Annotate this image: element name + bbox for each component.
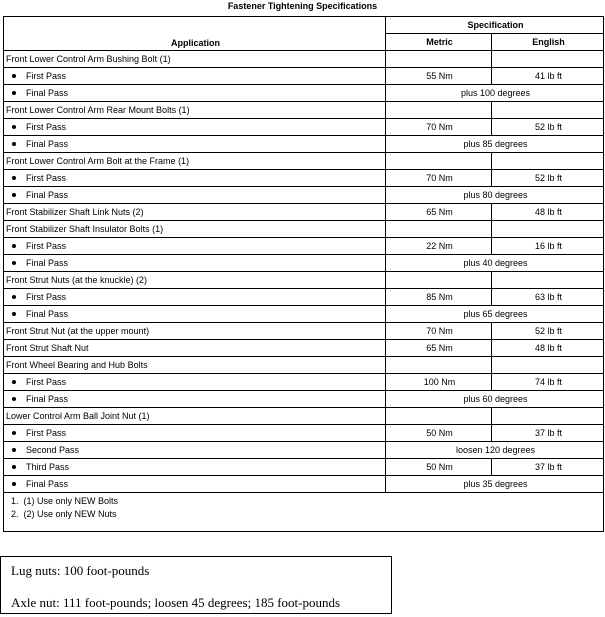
pass-cell [4, 255, 386, 272]
bullet-icon [12, 244, 16, 248]
pass-cell [4, 391, 386, 408]
metric-value [386, 102, 492, 119]
note-text: (2) Use only NEW Nuts [23, 509, 117, 519]
english-value: 48 lb ft [492, 204, 604, 221]
pass-label: First Pass [26, 70, 67, 81]
component-name: Front Stabilizer Shaft Insulator Bolts (1) [4, 221, 386, 238]
metric-value [386, 51, 492, 68]
component-row [4, 272, 604, 289]
lug-nuts-line: Lug nuts: 100 foot-pounds [11, 563, 150, 578]
pass-row [4, 119, 604, 136]
metric-value: 55 Nm [386, 68, 492, 85]
pass-row [4, 136, 604, 153]
torque-info-box [0, 556, 392, 614]
note-line [11, 508, 603, 521]
bullet-icon [12, 465, 16, 469]
english-value [492, 221, 604, 238]
pass-row [4, 289, 604, 306]
metric-value: 50 Nm [386, 459, 492, 476]
notes-cell [4, 493, 604, 532]
metric-value: 70 Nm [386, 170, 492, 187]
pass-label: First Pass [26, 291, 67, 302]
pass-label: Final Pass [26, 138, 69, 149]
english-value: 52 lb ft [492, 323, 604, 340]
pass-row [4, 306, 604, 323]
pass-row [4, 425, 604, 442]
notes-row [4, 493, 604, 532]
pass-cell [4, 442, 386, 459]
component-row [4, 221, 604, 238]
bullet-icon [12, 380, 16, 384]
pass-cell [4, 306, 386, 323]
pass-label: Final Pass [26, 87, 69, 98]
english-value: 63 lb ft [492, 289, 604, 306]
component-row [4, 51, 604, 68]
bullet-icon [12, 397, 16, 401]
metric-header: Metric [386, 34, 492, 51]
english-value: 37 lb ft [492, 459, 604, 476]
spec-value-merged: plus 80 degrees [386, 187, 604, 204]
metric-value: 50 Nm [386, 425, 492, 442]
pass-cell [4, 119, 386, 136]
note-line [11, 495, 603, 508]
pass-label: First Pass [26, 376, 67, 387]
pass-cell [4, 425, 386, 442]
english-value: 52 lb ft [492, 119, 604, 136]
pass-cell [4, 459, 386, 476]
metric-value [386, 357, 492, 374]
pass-cell [4, 170, 386, 187]
spec-value-merged: plus 35 degrees [386, 476, 604, 493]
english-value [492, 272, 604, 289]
note-number: 1. [11, 496, 19, 506]
component-row [4, 323, 604, 340]
component-name: Lower Control Arm Ball Joint Nut (1) [4, 408, 386, 425]
metric-value: 85 Nm [386, 289, 492, 306]
fastener-spec-table [3, 16, 604, 532]
pass-row [4, 476, 604, 493]
pass-row [4, 442, 604, 459]
bullet-icon [12, 261, 16, 265]
application-header: Application [4, 17, 386, 51]
english-header: English [492, 34, 604, 51]
metric-value: 70 Nm [386, 323, 492, 340]
pass-row [4, 255, 604, 272]
english-value: 52 lb ft [492, 170, 604, 187]
axle-nut-line: Axle nut: 111 foot-pounds; loosen 45 degrees; 185 foot-pounds [11, 595, 341, 610]
bullet-icon [12, 312, 16, 316]
pass-row [4, 85, 604, 102]
specification-header: Specification [386, 17, 604, 34]
spec-value-merged: plus 65 degrees [386, 306, 604, 323]
component-row [4, 408, 604, 425]
pass-label: Final Pass [26, 189, 69, 200]
bullet-icon [12, 193, 16, 197]
spec-table-body [4, 51, 604, 493]
pass-row [4, 459, 604, 476]
component-row [4, 153, 604, 170]
metric-value: 65 Nm [386, 204, 492, 221]
metric-value [386, 153, 492, 170]
bullet-icon [12, 295, 16, 299]
pass-cell [4, 68, 386, 85]
component-row [4, 102, 604, 119]
pass-cell [4, 374, 386, 391]
english-value: 74 lb ft [492, 374, 604, 391]
pass-label: First Pass [26, 121, 67, 132]
english-value [492, 51, 604, 68]
pass-label: First Pass [26, 172, 67, 183]
pass-row [4, 238, 604, 255]
pass-label: Third Pass [26, 461, 70, 472]
component-row [4, 340, 604, 357]
pass-label: Final Pass [26, 257, 69, 268]
bullet-icon [12, 176, 16, 180]
spec-value-merged: loosen 120 degrees [386, 442, 604, 459]
pass-cell [4, 136, 386, 153]
english-value: 16 lb ft [492, 238, 604, 255]
bullet-icon [12, 91, 16, 95]
pass-label: Final Pass [26, 308, 69, 319]
bullet-icon [12, 482, 16, 486]
metric-value [386, 272, 492, 289]
pass-label: Final Pass [26, 478, 69, 489]
pass-row [4, 374, 604, 391]
spec-value-merged: plus 100 degrees [386, 85, 604, 102]
metric-value: 70 Nm [386, 119, 492, 136]
english-value: 37 lb ft [492, 425, 604, 442]
pass-label: Final Pass [26, 393, 69, 404]
note-text: (1) Use only NEW Bolts [23, 496, 119, 506]
bullet-icon [12, 142, 16, 146]
pass-row [4, 170, 604, 187]
bullet-icon [12, 74, 16, 78]
header-row-top [4, 17, 604, 34]
english-value [492, 102, 604, 119]
pass-cell [4, 187, 386, 204]
spec-value-merged: plus 60 degrees [386, 391, 604, 408]
component-name: Front Strut Nuts (at the knuckle) (2) [4, 272, 386, 289]
component-name: Front Stabilizer Shaft Link Nuts (2) [4, 204, 386, 221]
metric-value [386, 408, 492, 425]
spec-value-merged: plus 40 degrees [386, 255, 604, 272]
pass-label: First Pass [26, 240, 67, 251]
english-value [492, 408, 604, 425]
spec-value-merged: plus 85 degrees [386, 136, 604, 153]
component-name: Front Strut Nut (at the upper mount) [4, 323, 386, 340]
metric-value [386, 221, 492, 238]
pass-label: First Pass [26, 427, 67, 438]
metric-value: 100 Nm [386, 374, 492, 391]
component-name: Front Lower Control Arm Bushing Bolt (1) [4, 51, 386, 68]
document-title: Fastener Tightening Specifications [227, 1, 378, 11]
english-value [492, 357, 604, 374]
pass-label: Second Pass [26, 444, 80, 455]
component-name: Front Strut Shaft Nut [4, 340, 386, 357]
metric-value: 65 Nm [386, 340, 492, 357]
pass-cell [4, 289, 386, 306]
pass-row [4, 68, 604, 85]
pass-row [4, 391, 604, 408]
bullet-icon [12, 125, 16, 129]
component-row [4, 357, 604, 374]
pass-cell [4, 476, 386, 493]
pass-cell [4, 85, 386, 102]
note-number: 2. [11, 509, 19, 519]
component-row [4, 204, 604, 221]
bullet-icon [12, 448, 16, 452]
english-value [492, 153, 604, 170]
component-name: Front Wheel Bearing and Hub Bolts [4, 357, 386, 374]
english-value: 41 lb ft [492, 68, 604, 85]
metric-value: 22 Nm [386, 238, 492, 255]
component-name: Front Lower Control Arm Bolt at the Frame (1) [4, 153, 386, 170]
pass-cell [4, 238, 386, 255]
bullet-icon [12, 431, 16, 435]
pass-row [4, 187, 604, 204]
english-value: 48 lb ft [492, 340, 604, 357]
component-name: Front Lower Control Arm Rear Mount Bolts (1) [4, 102, 386, 119]
